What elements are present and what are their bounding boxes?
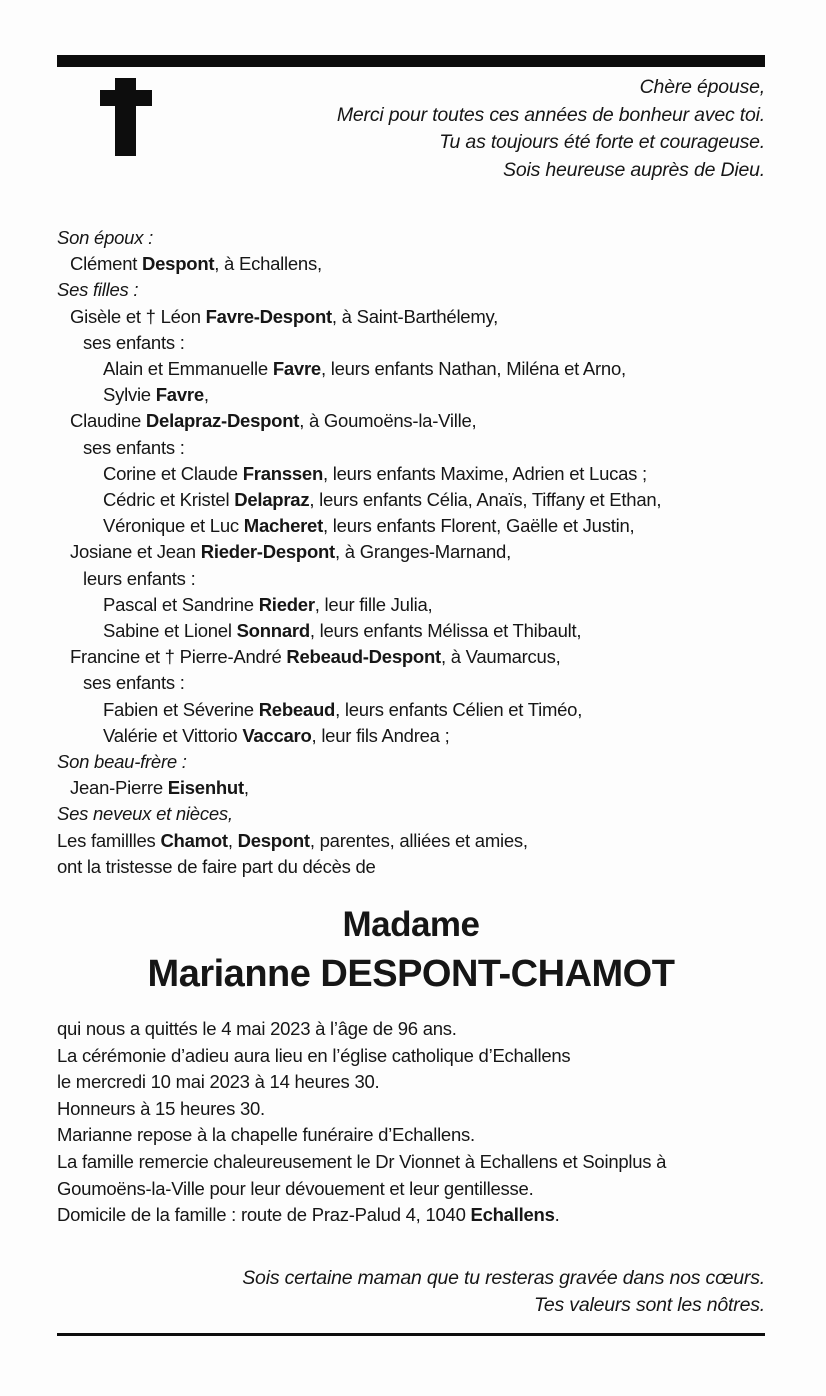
- text-line: [57, 356, 765, 382]
- text-segment: .: [554, 1204, 560, 1226]
- family-surname: Rieder: [258, 593, 315, 615]
- text-segment: , leurs enfants Mélissa et Thibault,: [309, 620, 582, 642]
- text-segment: Alain et Emmanuelle: [103, 358, 273, 380]
- text-segment: Domicile de la famille : route de Praz-Palud 4, 1040: [57, 1204, 471, 1226]
- text-line: [57, 157, 765, 185]
- text-line: [57, 74, 765, 102]
- text-segment: qui nous a quittés le 4 mai 2023 à l’âge de 96 ans.: [57, 1018, 457, 1040]
- text-line: [57, 408, 765, 434]
- text-segment: Véronique et Luc: [103, 515, 244, 537]
- text-line: [57, 461, 765, 487]
- text-segment: Tu as toujours été forte et courageuse.: [439, 131, 765, 153]
- mourning-cross-icon: [100, 78, 152, 156]
- text-line: [57, 1292, 765, 1320]
- header-section: [57, 67, 765, 225]
- closing-message: [57, 1265, 765, 1320]
- text-line: [57, 539, 765, 565]
- text-line: [57, 1149, 765, 1176]
- text-segment: Ses filles :: [57, 279, 139, 301]
- text-line: [57, 382, 765, 408]
- text-segment: Goumoëns-la-Ville pour leur dévouement et leur gentillesse.: [57, 1177, 534, 1199]
- family-surname: Echallens: [470, 1204, 555, 1226]
- ceremony-details: [57, 1016, 765, 1229]
- text-segment: ses enfants :: [83, 672, 185, 694]
- text-segment: Fabien et Séverine: [103, 698, 259, 720]
- text-segment: leurs enfants :: [83, 567, 196, 589]
- text-segment: Sois certaine maman que tu resteras gravée dans nos cœurs.: [242, 1266, 765, 1289]
- text-line: [57, 1202, 765, 1229]
- family-surname: Delapraz: [234, 489, 310, 511]
- text-line: [57, 102, 765, 130]
- text-segment: Jean-Pierre: [70, 777, 168, 799]
- text-segment: Pascal et Sandrine: [103, 593, 259, 615]
- text-line: [57, 304, 765, 330]
- family-surname: Chamot: [160, 829, 228, 851]
- text-segment: ,: [203, 384, 209, 406]
- family-surname: Franssen: [242, 462, 323, 484]
- text-line: [57, 435, 765, 461]
- text-line: [57, 670, 765, 696]
- text-segment: le mercredi 10 mai 2023 à 14 heures 30.: [57, 1071, 380, 1093]
- text-line: [57, 1176, 765, 1203]
- text-segment: , leur fils Andrea ;: [311, 724, 450, 746]
- text-line: [57, 487, 765, 513]
- text-line: [57, 1122, 765, 1149]
- text-line: [57, 277, 765, 303]
- text-segment: Clément: [70, 253, 143, 275]
- family-surname: Favre: [155, 384, 204, 406]
- text-line: [57, 566, 765, 592]
- text-segment: ,: [243, 777, 249, 799]
- family-surname: Rebeaud-Despont: [286, 646, 441, 668]
- text-segment: Marianne repose à la chapelle funéraire d’Echallens.: [57, 1124, 475, 1146]
- text-line: [57, 775, 765, 801]
- family-surname: Despont: [237, 829, 310, 851]
- text-segment: Sois heureuse auprès de Dieu.: [503, 158, 765, 181]
- text-segment: Gisèle et † Léon: [70, 305, 206, 327]
- text-segment: Valérie et Vittorio: [103, 724, 243, 746]
- text-segment: Josiane et Jean: [70, 541, 201, 563]
- text-segment: , à Granges-Marnand,: [334, 541, 511, 563]
- text-line: [57, 129, 765, 157]
- text-line: [57, 723, 765, 749]
- text-segment: Chère épouse,: [639, 76, 765, 98]
- text-segment: Corine et Claude: [103, 462, 243, 484]
- text-segment: Merci pour toutes ces années de bonheur avec toi.: [336, 103, 765, 126]
- text-segment: , à Vaumarcus,: [440, 646, 561, 668]
- text-segment: La famille remercie chaleureusement le Dr Vionnet à Echallens et Soinplus à: [57, 1151, 667, 1173]
- text-segment: Honneurs à 15 heures 30.: [57, 1097, 265, 1119]
- text-segment: ses enfants :: [83, 436, 185, 458]
- text-segment: , leurs enfants Florent, Gaëlle et Justin,: [323, 515, 635, 537]
- family-surname: Favre: [272, 358, 321, 380]
- family-surname: Eisenhut: [167, 777, 244, 799]
- text-segment: , leur fille Julia,: [314, 593, 433, 615]
- text-line: [57, 225, 765, 251]
- text-segment: Son beau-frère :: [57, 751, 187, 773]
- text-line: [57, 854, 765, 880]
- text-segment: Les famillles: [57, 829, 161, 851]
- text-line: [57, 828, 765, 854]
- text-segment: Claudine: [70, 410, 146, 432]
- text-segment: ses enfants :: [83, 331, 185, 353]
- family-surname: Rebeaud: [258, 698, 336, 720]
- text-segment: Francine et † Pierre-André: [70, 646, 287, 668]
- text-segment: , leurs enfants Maxime, Adrien et Lucas ;: [323, 462, 647, 484]
- text-segment: Sylvie: [103, 384, 156, 406]
- family-surname: Favre-Despont: [205, 305, 332, 327]
- top-rule: [57, 55, 765, 67]
- text-segment: Tes valeurs sont les nôtres.: [533, 1294, 765, 1317]
- headline-title: Madame: [342, 905, 480, 945]
- text-segment: Son époux :: [57, 227, 153, 248]
- family-surname: Despont: [142, 253, 215, 275]
- text-segment: ,: [227, 829, 238, 851]
- text-line: [57, 749, 765, 775]
- text-segment: , à Goumoëns-la-Ville,: [299, 410, 477, 432]
- text-line: [57, 513, 765, 539]
- family-surname: Vaccaro: [242, 724, 312, 746]
- text-segment: , parentes, alliées et amies,: [309, 829, 528, 851]
- text-segment: , à Echallens,: [214, 253, 322, 275]
- text-segment: La cérémonie d’adieu aura lieu en l’église catholique d’Echallens: [57, 1044, 571, 1066]
- text-segment: Sabine et Lionel: [103, 620, 237, 642]
- text-line: [57, 330, 765, 356]
- text-line: [57, 697, 765, 723]
- text-segment: , leurs enfants Nathan, Miléna et Arno,: [320, 358, 626, 380]
- deceased-name: Marianne DESPONT-CHAMOT: [147, 953, 675, 996]
- text-segment: , leurs enfants Célia, Anaïs, Tiffany et Ethan,: [309, 489, 662, 511]
- family-surname: Rieder-Despont: [200, 541, 335, 563]
- text-line: [57, 1043, 765, 1070]
- epigraph: [57, 67, 765, 184]
- text-line: [57, 1096, 765, 1123]
- text-line: [57, 1265, 765, 1293]
- text-segment: Cédric et Kristel: [103, 489, 235, 511]
- text-segment: , leurs enfants Célien et Timéo,: [335, 698, 583, 720]
- bottom-rule: [57, 1333, 765, 1336]
- family-surname: Macheret: [243, 515, 324, 537]
- text-line: [57, 801, 765, 827]
- text-line: [57, 618, 765, 644]
- text-line: [57, 1069, 765, 1096]
- announcement-document: [57, 55, 765, 1336]
- text-segment: ont la tristesse de faire part du décès de: [57, 855, 376, 877]
- text-segment: , à Saint-Barthélemy,: [331, 305, 499, 327]
- text-segment: Ses neveux et nièces,: [57, 803, 233, 825]
- text-line: [57, 644, 765, 670]
- headline: [57, 902, 765, 1000]
- family-surname: Sonnard: [236, 620, 310, 642]
- text-line: [57, 251, 765, 277]
- text-line: [57, 1016, 765, 1043]
- family-surname: Delapraz-Despont: [145, 410, 300, 432]
- text-line: [57, 592, 765, 618]
- family-list: [57, 225, 765, 880]
